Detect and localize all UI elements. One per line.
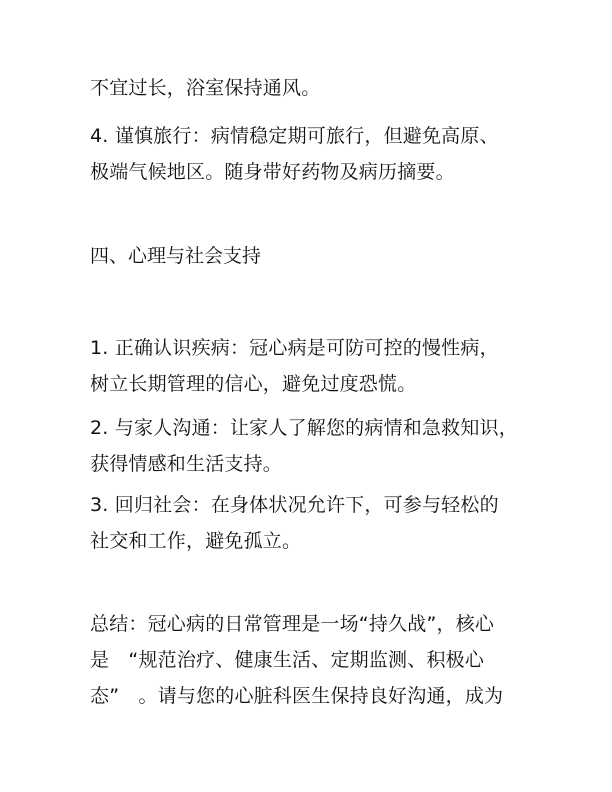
text-line: 2. 与家人沟通：让家人了解您的病情和急救知识， — [90, 417, 518, 439]
text-line: 树立长期管理的信心，避免过度恐慌。 — [90, 373, 417, 395]
section-heading-psych-social-support: 四、心理与社会支持 — [90, 245, 262, 267]
paragraph-return-to-society — [90, 487, 530, 559]
paragraph-bath-ventilation — [90, 70, 530, 106]
text-line: 总结：冠心病的日常管理是一场“持久战”，核心 — [90, 613, 495, 635]
paragraph-family-communication — [90, 410, 530, 482]
paragraph-understand-disease — [90, 330, 530, 402]
paragraph-summary — [90, 606, 530, 714]
text-line: 1. 正确认识疾病：冠心病是可防可控的慢性病， — [90, 337, 499, 359]
text-line: 4. 谨慎旅行：病情稳定期可旅行，但避免高原、 — [90, 125, 499, 147]
text-line: 获得情感和生活支持。 — [90, 453, 283, 475]
text-line: 态” 。请与您的心脏科医生保持良好沟通，成为 — [90, 685, 504, 707]
text-line: 极端气候地区。随身带好药物及病历摘要。 — [90, 161, 455, 183]
paragraph-travel — [90, 118, 530, 190]
text-line: 是 “规范治疗、健康生活、定期监测、积极心 — [90, 649, 485, 671]
text-line: 3. 回归社会：在身体状况允许下，可参与轻松的 — [90, 494, 499, 516]
text-line: 不宜过长，浴室保持通风。 — [90, 77, 321, 99]
text-line: 社交和工作，避免孤立。 — [90, 530, 302, 552]
